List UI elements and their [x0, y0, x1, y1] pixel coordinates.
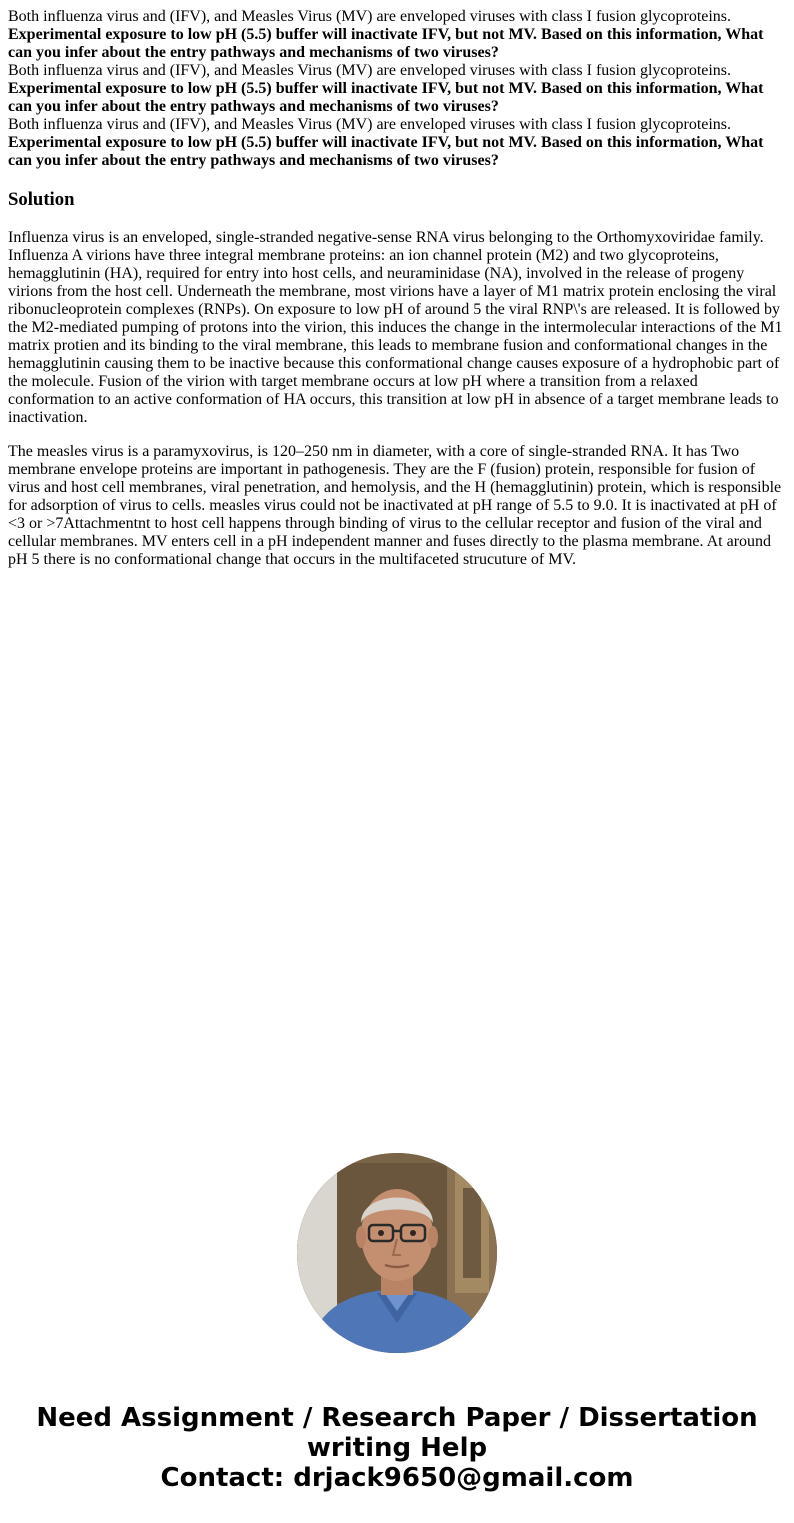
solution-paragraph-measles: The measles virus is a paramyxovirus, is 120–250 nm in diameter, with a core of single-stranded RNA. It has Two membrane envelope proteins are important in pathogenesis. They are the F (fusion) protein, responsible for fusion of virus and host cell membranes, viral penetration, and hemolysis, and the H (hemagglutinin) protein, which is responsible for adsorption of virus to cells. measles virus could not be inactivated at pH range of 5.5 to 9.0. It is inactivated at pH of <3 or >7Attachmentnt to host cell happens through binding of virus to the cellular receptor and fusion of the viral and cellular membranes. MV enters cell in a pH independent manner and fuses directly to the plasma membrane. At around pH 5 there is no conformational change that occurs in the multifaceted strucuture of MV.	[8, 443, 782, 568]
question-intro: Both influenza virus and (IFV), and Measles Virus (MV) are enveloped viruses with class I fusion glycoproteins.	[8, 62, 732, 79]
document-body	[8, 8, 786, 585]
question-prompt: Experimental exposure to low pH (5.5) buffer will inactivate IFV, but not MV. Based on this information, What can you infer about the entry pathways and mechanisms of two viruses?	[8, 26, 764, 61]
author-avatar	[297, 1153, 497, 1353]
question-intro: Both influenza virus and (IFV), and Measles Virus (MV) are enveloped viruses with class I fusion glycoproteins.	[8, 8, 732, 25]
question-block-3	[8, 116, 786, 170]
cta-line-1: Need Assignment / Research Paper / Dissertation	[36, 1403, 758, 1433]
question-prompt: Experimental exposure to low pH (5.5) buffer will inactivate IFV, but not MV. Based on this information, What can you infer about the entry pathways and mechanisms of two viruses?	[8, 134, 764, 169]
question-intro: Both influenza virus and (IFV), and Measles Virus (MV) are enveloped viruses with class I fusion glycoproteins.	[8, 116, 732, 133]
cta-line-2: writing Help	[306, 1433, 488, 1463]
assignment-help-banner	[0, 1403, 794, 1493]
solution-heading: Solution	[8, 189, 75, 210]
cta-contact-email: Contact: drjack9650@gmail.com	[160, 1463, 634, 1493]
author-portrait-image	[297, 1153, 497, 1353]
question-block-2	[8, 62, 786, 116]
question-block-1	[8, 8, 786, 62]
solution-paragraph-influenza: Influenza virus is an enveloped, single-stranded negative-sense RNA virus belonging to the Orthomyxoviridae family. Influenza A virions have three integral membrane proteins: an ion channel protein (M2) and two glycoproteins, hemagglutinin (HA), required for entry into host cells, and neuraminidase (NA), involved in the release of progeny virions from the host cell. Underneath the membrane, most virions have a layer of M1 matrix protein enclosing the viral ribonucleoprotein complexes (RNPs). On exposure to low pH of around 5 the viral RNP\'s are released. It is followed by the M2-mediated pumping of protons into the virion, this induces the change in the intermolecular interactions of the M1 matrix protien and its binding to the viral membrane, this leads to membrane fusion and conformational changes in the hemagglutinin causing them to be inactive because this conformational change causes exposure of a hydrophobic part of the molecule. Fusion of the virion with target membrane occurs at low pH where a transition from a relaxed conformation to an active conformation of HA occurs, this transition at low pH in absence of a target membrane leads to inactivation.	[8, 229, 783, 426]
question-prompt: Experimental exposure to low pH (5.5) buffer will inactivate IFV, but not MV. Based on this information, What can you infer about the entry pathways and mechanisms of two viruses?	[8, 80, 764, 115]
